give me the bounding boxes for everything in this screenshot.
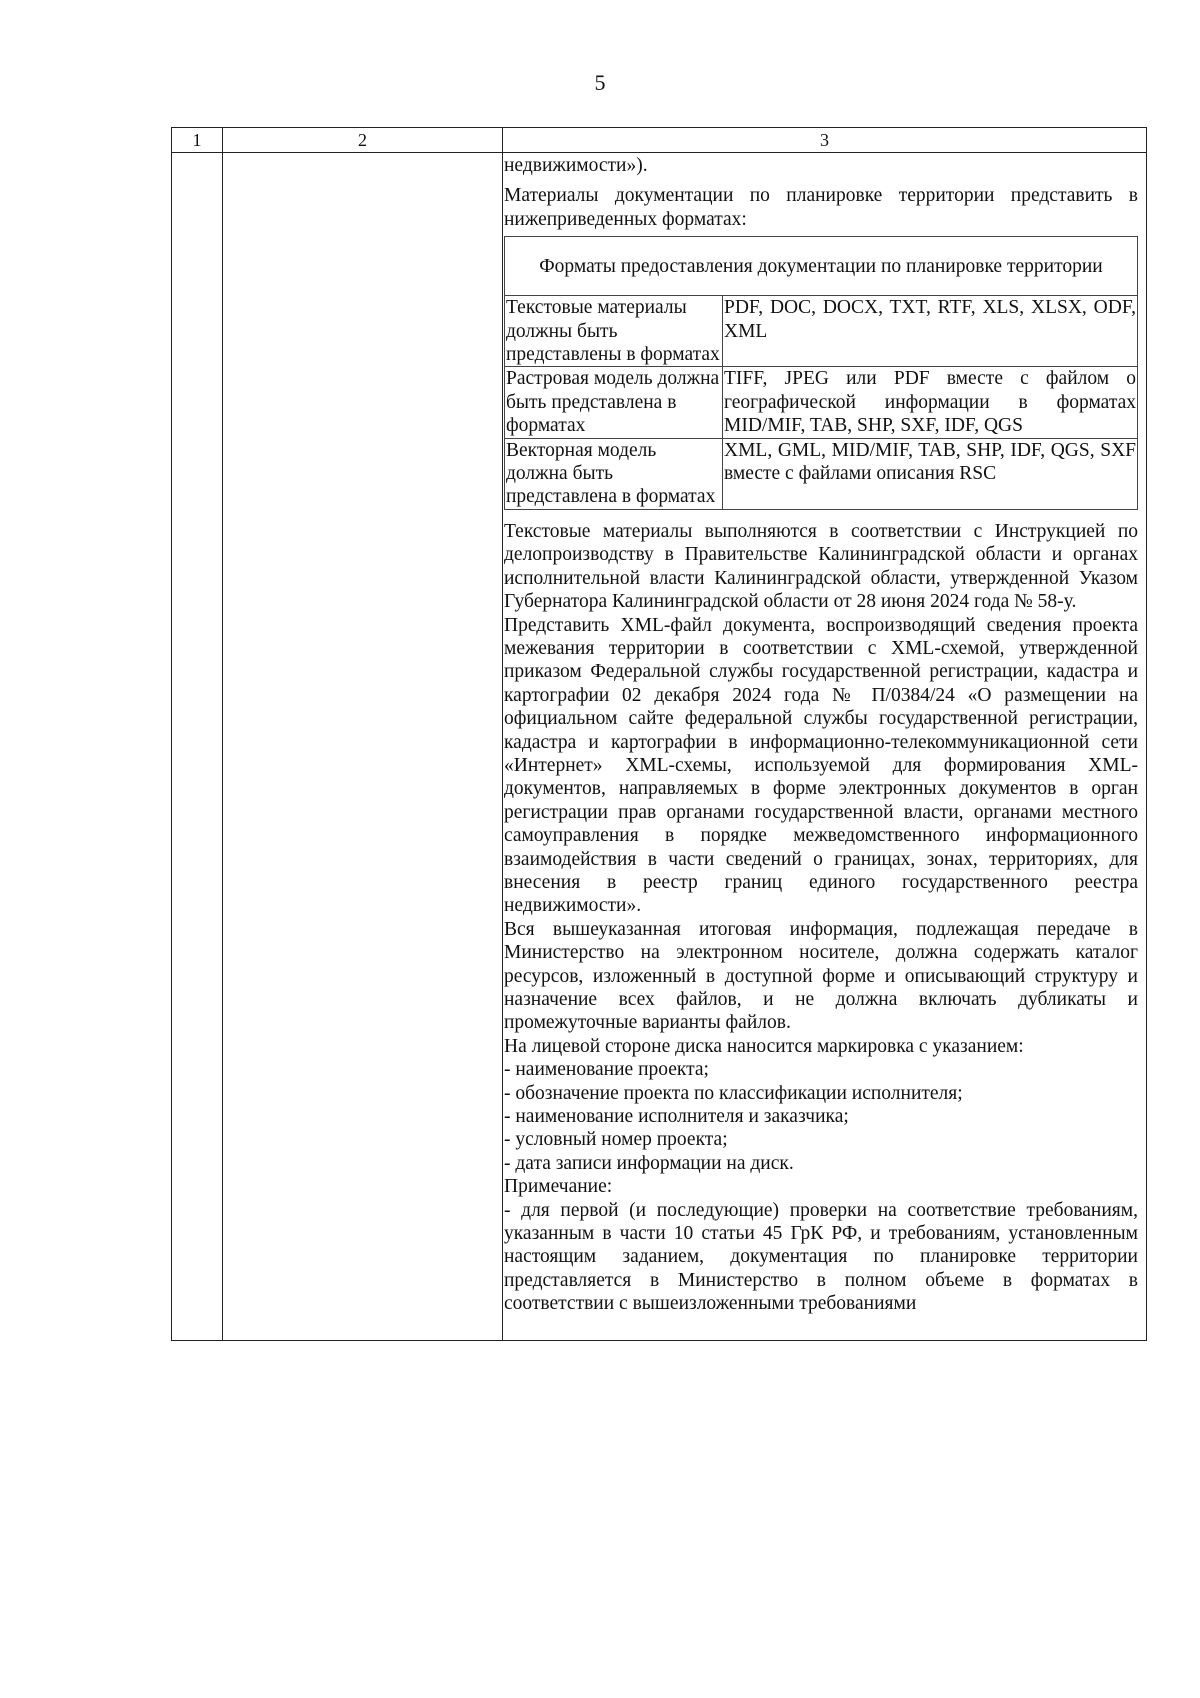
paragraph-instruction: Текстовые материалы выполняются в соответствии с Инструкцией по делопроизводству в Правительстве Калининградской области и органах исполнительной власти Калининградской области, утвержденной Указом Губернатора Калининградской области от 28 июня 2024 года № 58-у. [504,520,1138,613]
formats-table-title: Форматы предоставления документации по планировке территории [505,237,1138,296]
list-item: - наименование проекта; [504,1059,709,1081]
column-divider [222,128,223,1340]
list-item: - обозначение проекта по классификации исполнителя; [504,1082,963,1104]
format-value: PDF, DOC, DOCX, TXT, RTF, XLS, XLSX, ODF, XML [723,296,1138,367]
page-number: 5 [594,70,606,95]
table-row [505,367,1138,438]
column-divider [502,128,503,1340]
list-item: - дата записи информации на диск. [504,1152,794,1174]
header-col-3: 3 [820,130,829,150]
header-col-1: 1 [192,130,202,150]
paragraph-marking: На лицевой стороне диска наносится маркировка с указанием: [504,1035,1024,1057]
intro-paragraph: Материалы документации по планировке территории представить в нижеприведенных форматах: [504,185,1138,230]
header-col-2: 2 [358,130,367,150]
format-label: Текстовые материалы должны быть представлены в форматах [505,296,723,367]
format-label: Векторная модель должна быть представлена в форматах [505,438,723,509]
note-label: Примечание: [504,1176,613,1198]
format-value: TIFF, JPEG или PDF вместе с файлом о географической информации в форматах MID/MIF, TAB, SHP, SXF, IDF, QGS [724,368,1136,437]
format-value: XML, GML, MID/MIF, TAB, SHP, IDF, QGS, SXF вместе с файлами описания RSC [723,438,1138,509]
main-table [171,127,1147,1341]
table-row [505,296,1138,367]
column-3-content [504,154,1138,1316]
note-text: - для первой (и последующие) проверки на соответствие требованиям, указанным в части 10 статьи 45 ГрК РФ, и требованиям, установленным настоящим заданием, документация по планировке территории представляется в Министерство в полном объеме в форматах в соответствии с вышеизложенными требованиями [504,1199,1138,1315]
formats-table [504,236,1138,510]
paragraph-catalog: Вся вышеуказанная итоговая информация, подлежащая передаче в Министерство на электронном носителе, должна содержать каталог ресурсов, изложенный в доступной форме и описывающий структуру и назначение всех файлов, и не должна включать дубликаты и промежуточные варианты файлов. [504,918,1138,1034]
list-item: - наименование исполнителя и заказчика; [504,1106,849,1128]
table-header-row [172,128,1146,153]
paragraph-xml: Представить XML-файл документа, воспроизводящий сведения проекта межевания территории в соответствии с XML-схемой, утвержденной приказом Федеральной службы государственной регистрации, кадастра и картографии 02 декабря 2024 года № П/0384/24 «О размещении на официальном сайте федеральной службы государственной регистрации, кадастра и картографии в информационно-телекоммуникационной сети «Интернет» XML-схемы, используемой для формирования XML-документов, направляемых в форме электронных документов в орган регистрации прав органами государственной власти, органами местного самоуправления в порядке межведомственного информационного взаимодействия в части сведений о границах, зонах, территориях, для внесения в реестр границ единого государственного реестра недвижимости». [504,614,1138,917]
table-row [505,438,1138,509]
continuation-text: недвижимости»). [504,155,648,176]
list-item: - условный номер проекта; [504,1129,728,1151]
format-label: Растровая модель должна быть представлена в форматах [505,367,723,438]
